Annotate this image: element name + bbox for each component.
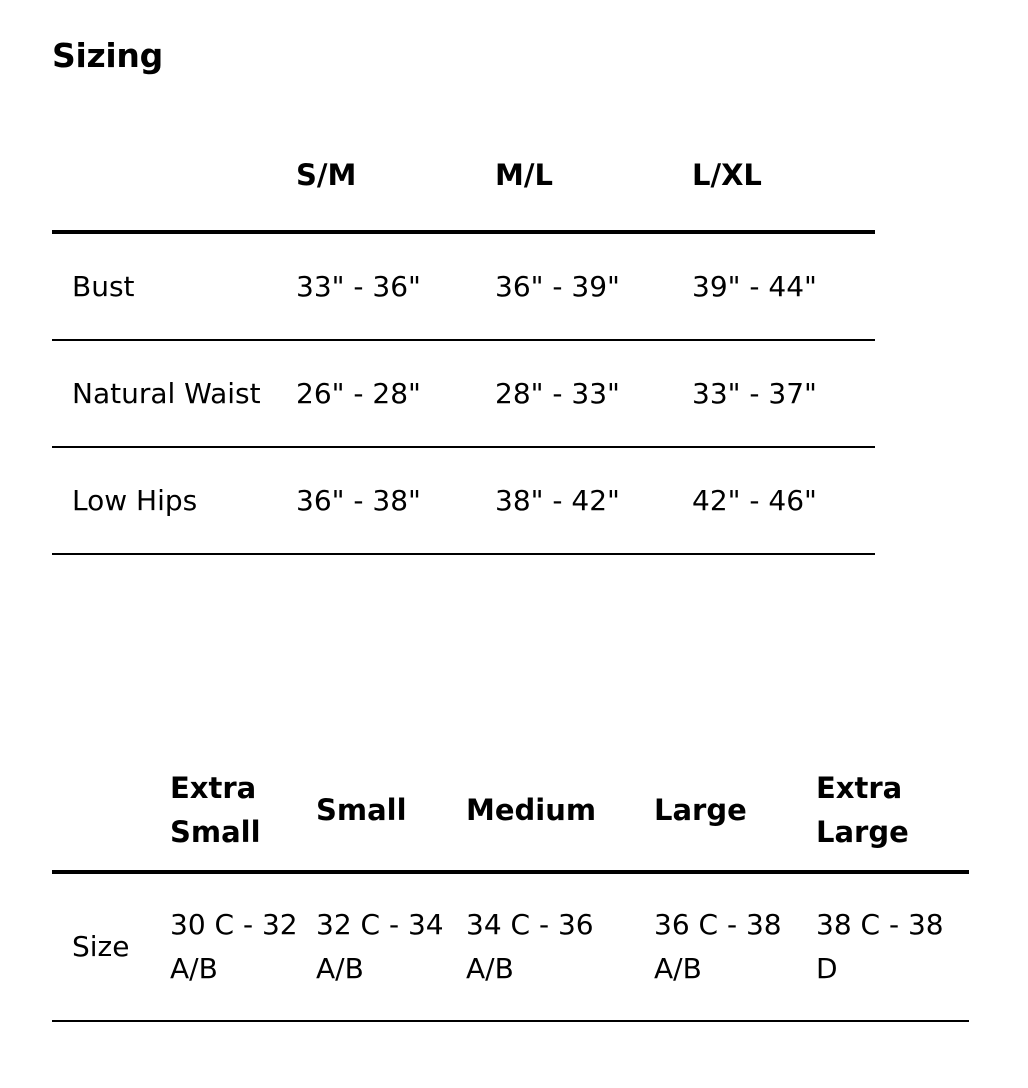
table-cell: 38" - 42" — [495, 447, 692, 554]
table-row — [52, 232, 875, 340]
table-cell: 42" - 46" — [692, 447, 875, 554]
table-row — [52, 447, 875, 554]
table-cell: 33" - 37" — [692, 340, 875, 447]
table-cell: 26" - 28" — [296, 340, 495, 447]
row-label-size: Size — [52, 872, 170, 1021]
header-cell-large: Large — [654, 750, 816, 872]
row-label-bust: Bust — [52, 232, 296, 340]
table-cell: 28" - 33" — [495, 340, 692, 447]
table-row — [52, 872, 969, 1021]
row-label-natural-waist: Natural Waist — [52, 340, 296, 447]
table-cell: 36" - 39" — [495, 232, 692, 340]
table-cell: 34 C - 36 A/B — [466, 872, 654, 1021]
header-cell-empty — [52, 120, 296, 232]
table-row — [52, 340, 875, 447]
table-cell: 39" - 44" — [692, 232, 875, 340]
header-cell-empty — [52, 750, 170, 872]
header-cell-extra-small: Extra Small — [170, 750, 316, 872]
header-cell-medium: Medium — [466, 750, 654, 872]
table-header-row — [52, 750, 969, 872]
table-cell: 32 C - 34 A/B — [316, 872, 466, 1021]
table-cell: 30 C - 32 A/B — [170, 872, 316, 1021]
table-cell: 33" - 36" — [296, 232, 495, 340]
header-cell-l-xl: L/XL — [692, 120, 875, 232]
row-label-low-hips: Low Hips — [52, 447, 296, 554]
page-title: Sizing — [52, 36, 163, 75]
table-cell: 36 C - 38 A/B — [654, 872, 816, 1021]
table-cell: 36" - 38" — [296, 447, 495, 554]
size-chart-table-measurements — [52, 120, 875, 555]
size-chart-table-bra — [52, 750, 969, 1022]
header-cell-m-l: M/L — [495, 120, 692, 232]
header-cell-small: Small — [316, 750, 466, 872]
table-header-row — [52, 120, 875, 232]
header-cell-extra-large: Extra Large — [816, 750, 969, 872]
table-cell: 38 C - 38 D — [816, 872, 969, 1021]
header-cell-s-m: S/M — [296, 120, 495, 232]
